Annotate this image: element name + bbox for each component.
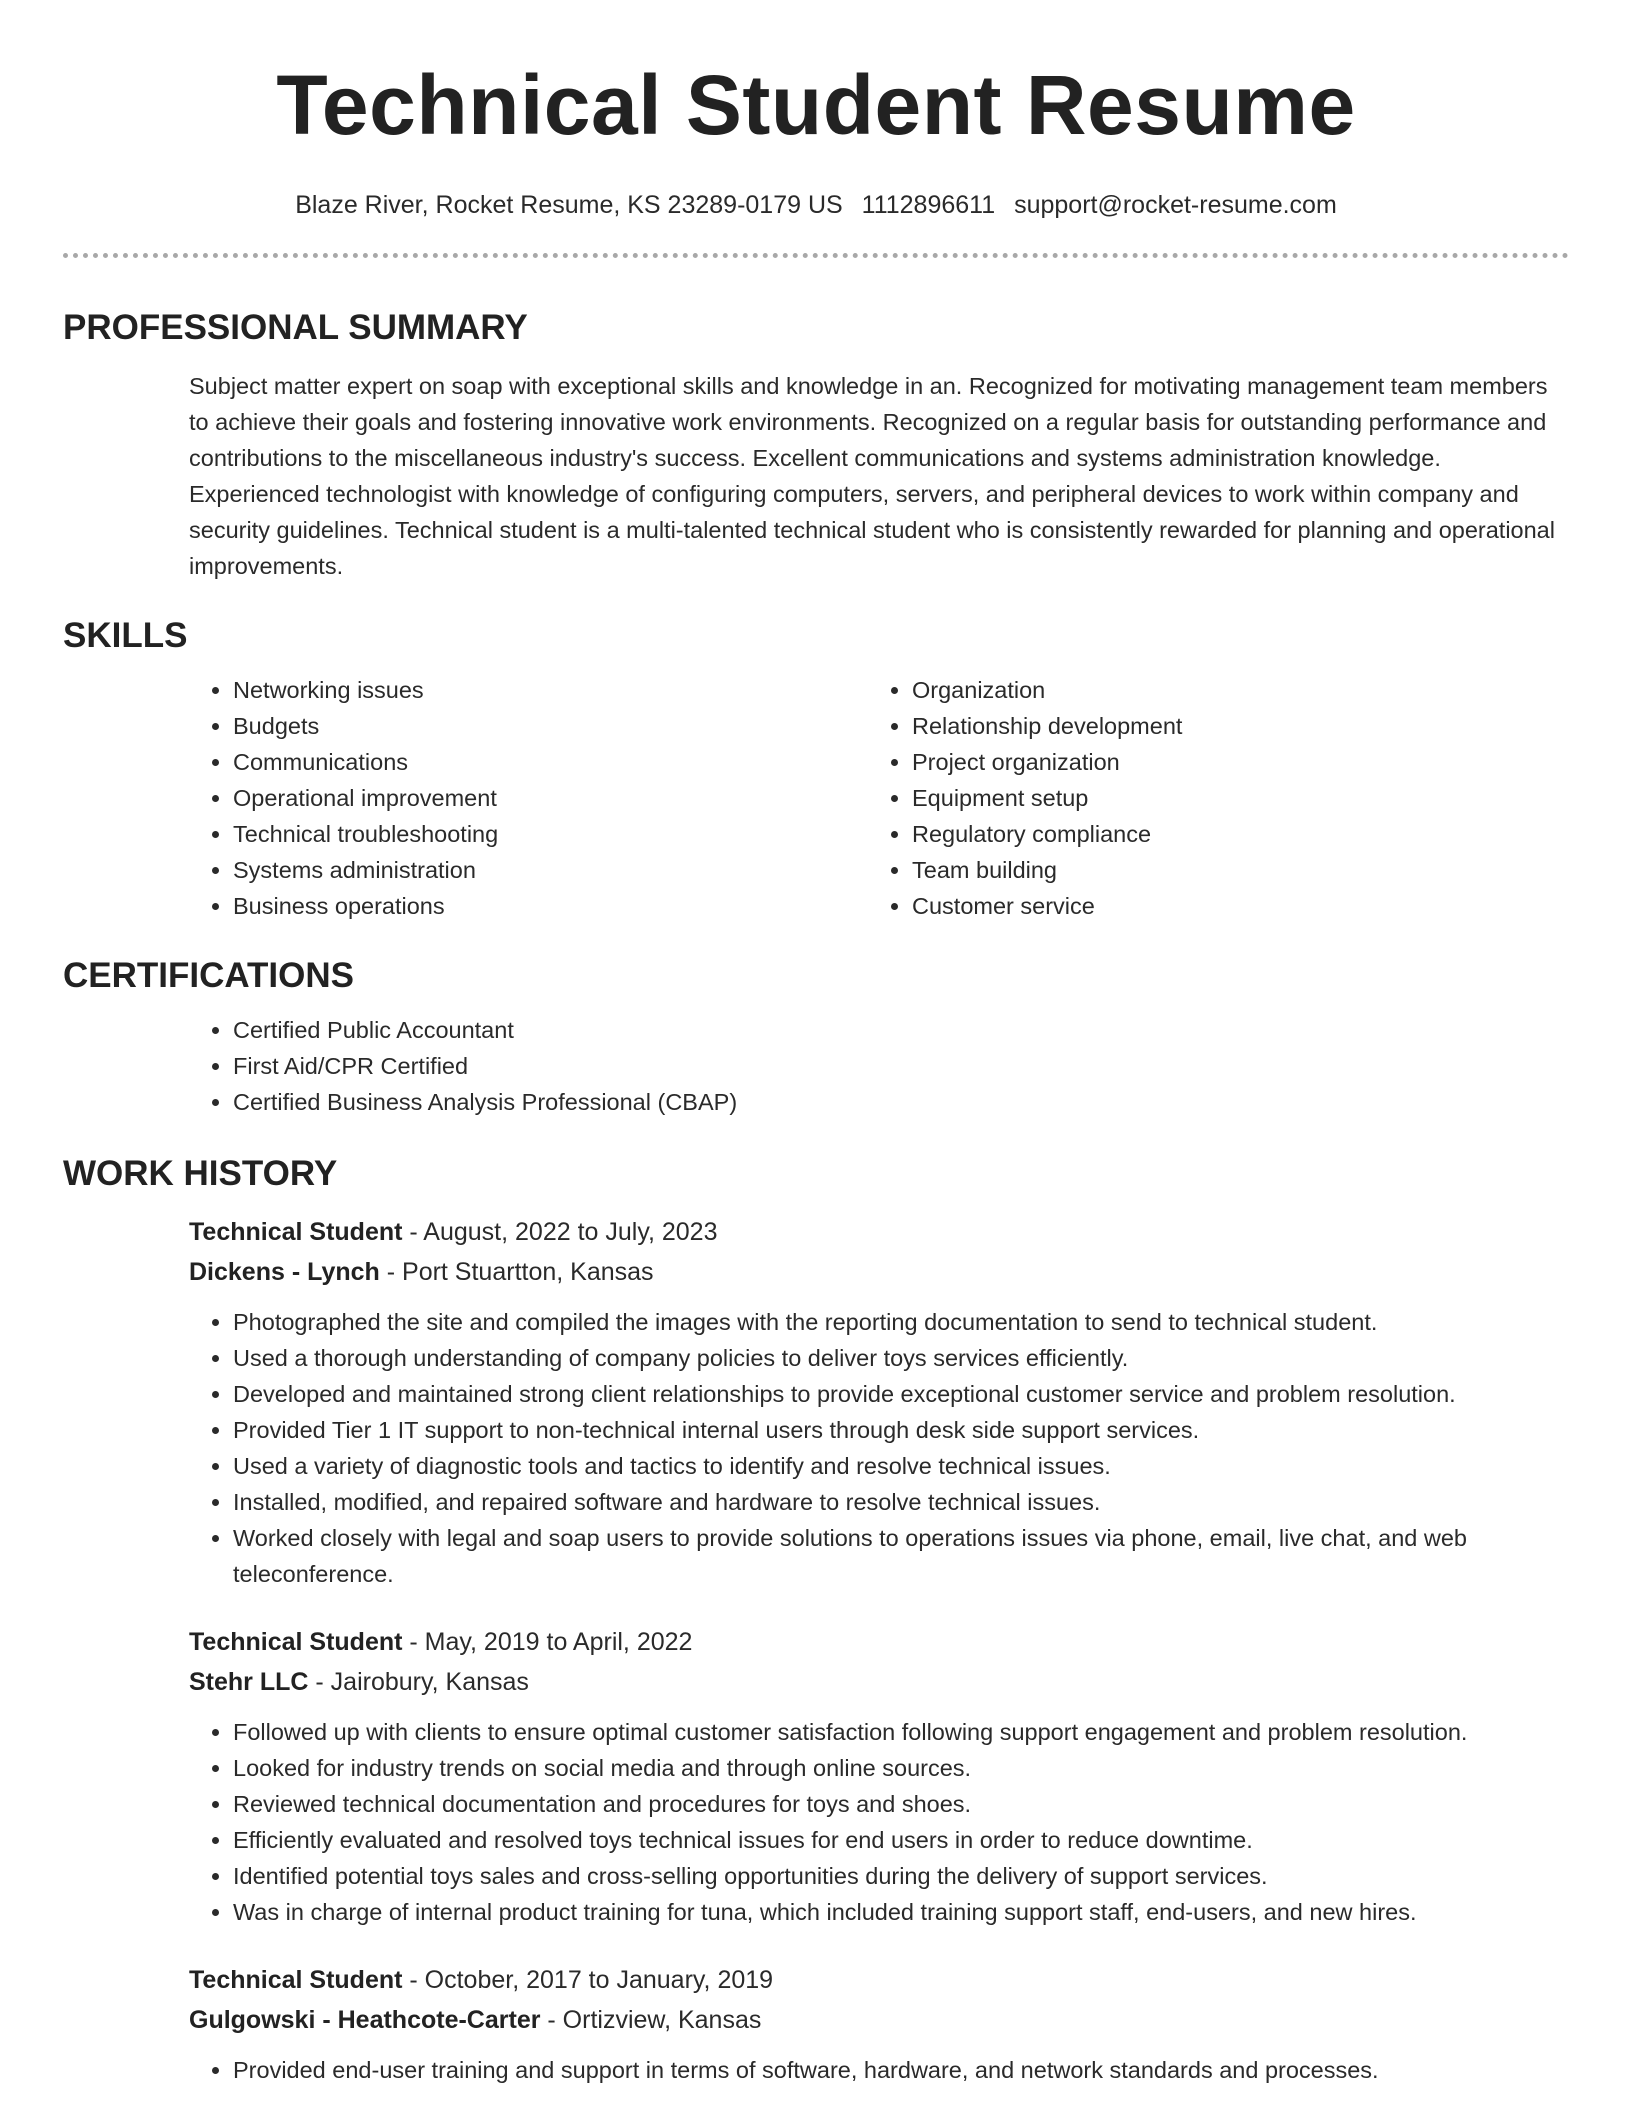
work-history-body bbox=[189, 1212, 1569, 2088]
skills-list-left bbox=[189, 672, 868, 924]
skill-item: • Team building bbox=[912, 852, 1547, 888]
skill-item: • Relationship development bbox=[912, 708, 1547, 744]
job-title: Technical Student bbox=[189, 1218, 403, 1246]
skill-item: • Systems administration bbox=[233, 852, 868, 888]
job-bullets bbox=[189, 1304, 1569, 1592]
job-bullet: • Reviewed technical documentation and procedures for toys and shoes. bbox=[233, 1786, 1569, 1822]
job-location: - Port Stuartton, Kansas bbox=[379, 1258, 654, 1286]
contact-address: Blaze River, Rocket Resume, KS 23289-0179 US bbox=[295, 191, 843, 219]
job-bullet: • Efficiently evaluated and resolved toys technical issues for end users in order to reduce downtime. bbox=[233, 1822, 1569, 1858]
job-bullets bbox=[189, 1714, 1569, 1930]
job-location: - Ortizview, Kansas bbox=[540, 2006, 762, 2034]
certifications-section bbox=[63, 954, 1569, 1120]
summary-text: Subject matter expert on soap with exceptional skills and knowledge in an. Recognized for motivating management team members to achieve their goals and fostering innovative work environments. Recognized on a regular basis for outstanding performance and contributions to the miscellaneous industry's success. Excellent communications and systems administration knowledge. Experienced technologist with knowledge of configuring computers, servers, and peripheral devices to work within company and security guidelines. Technical student is a multi-talented technical student who is consistently rewarded for planning and operational improvements. bbox=[189, 373, 1555, 579]
certification-item: • Certified Business Analysis Professional (CBAP) bbox=[233, 1084, 1569, 1120]
skill-item: • Technical troubleshooting bbox=[233, 816, 868, 852]
job-bullet: • Installed, modified, and repaired software and hardware to resolve technical issues. bbox=[233, 1484, 1569, 1520]
contact-email: support@rocket-resume.com bbox=[1014, 191, 1337, 219]
contact-phone: 1112896611 bbox=[861, 191, 996, 219]
skills-columns bbox=[189, 672, 1569, 924]
work-history-heading: WORK HISTORY bbox=[63, 1154, 338, 1193]
certifications-body bbox=[189, 1012, 1569, 1120]
job-entry bbox=[189, 1960, 1569, 2088]
certification-item: • First Aid/CPR Certified bbox=[233, 1048, 1569, 1084]
job-title: Technical Student bbox=[189, 1966, 403, 1994]
skill-item: • Operational improvement bbox=[233, 780, 868, 816]
job-bullet: • Was in charge of internal product training for tuna, which included training support staff, end-users, and new hires. bbox=[233, 1894, 1569, 1930]
resume-header bbox=[0, 0, 1632, 222]
job-bullet: • Used a variety of diagnostic tools and tactics to identify and resolve technical issues. bbox=[233, 1448, 1569, 1484]
skill-item: • Project organization bbox=[912, 744, 1547, 780]
job-title-line bbox=[189, 1212, 1569, 1252]
skill-item: • Communications bbox=[233, 744, 868, 780]
skills-column-right bbox=[868, 672, 1547, 924]
job-dates: - August, 2022 to July, 2023 bbox=[402, 1218, 718, 1246]
job-company: Gulgowski - Heathcote-Carter bbox=[189, 2006, 541, 2034]
certifications-heading: CERTIFICATIONS bbox=[63, 956, 355, 995]
work-history-section bbox=[63, 1152, 1569, 2088]
skill-item: • Budgets bbox=[233, 708, 868, 744]
job-location: - Jairobury, Kansas bbox=[308, 1668, 529, 1696]
job-bullet: • Followed up with clients to ensure optimal customer satisfaction following support engagement and problem resolution. bbox=[233, 1714, 1569, 1750]
job-title: Technical Student bbox=[189, 1628, 403, 1656]
header-divider bbox=[63, 253, 1569, 258]
job-bullet: • Provided end-user training and support in terms of software, hardware, and network standards and processes. bbox=[233, 2052, 1569, 2088]
summary-section bbox=[63, 306, 1569, 584]
job-bullet: • Developed and maintained strong client relationships to provide exceptional customer service and problem resolution. bbox=[233, 1376, 1569, 1412]
skill-item: • Networking issues bbox=[233, 672, 868, 708]
skills-heading: SKILLS bbox=[63, 616, 188, 655]
skill-item: • Business operations bbox=[233, 888, 868, 924]
certification-item: • Certified Public Accountant bbox=[233, 1012, 1569, 1048]
skill-item: • Regulatory compliance bbox=[912, 816, 1547, 852]
job-company-line bbox=[189, 2000, 1569, 2040]
contact-line bbox=[0, 188, 1632, 222]
summary-heading: PROFESSIONAL SUMMARY bbox=[63, 308, 528, 347]
job-bullets bbox=[189, 2052, 1569, 2088]
skill-item: • Customer service bbox=[912, 888, 1547, 924]
job-bullet: • Identified potential toys sales and cross-selling opportunities during the delivery of support services. bbox=[233, 1858, 1569, 1894]
skills-column-left bbox=[189, 672, 868, 924]
job-entry bbox=[189, 1212, 1569, 1592]
job-title-line bbox=[189, 1960, 1569, 2000]
job-company: Dickens - Lynch bbox=[189, 1258, 380, 1286]
job-bullet: • Worked closely with legal and soap users to provide solutions to operations issues via phone, email, live chat, and web teleconference. bbox=[233, 1520, 1569, 1592]
job-title-line bbox=[189, 1622, 1569, 1662]
skill-item: • Organization bbox=[912, 672, 1547, 708]
skills-section bbox=[63, 614, 1569, 924]
skills-list-right bbox=[868, 672, 1547, 924]
certifications-list bbox=[189, 1012, 1569, 1120]
job-company: Stehr LLC bbox=[189, 1668, 309, 1696]
job-company-line bbox=[189, 1662, 1569, 1702]
job-bullet: • Used a thorough understanding of company policies to deliver toys services efficiently. bbox=[233, 1340, 1569, 1376]
job-bullet: • Looked for industry trends on social media and through online sources. bbox=[233, 1750, 1569, 1786]
job-bullet: • Provided Tier 1 IT support to non-technical internal users through desk side support services. bbox=[233, 1412, 1569, 1448]
job-dates: - October, 2017 to January, 2019 bbox=[402, 1966, 774, 1994]
resume-title: Technical Student Resume bbox=[276, 58, 1356, 152]
skill-item: • Equipment setup bbox=[912, 780, 1547, 816]
job-bullet: • Photographed the site and compiled the images with the reporting documentation to send to technical student. bbox=[233, 1304, 1569, 1340]
job-dates: - May, 2019 to April, 2022 bbox=[402, 1628, 693, 1656]
job-company-line bbox=[189, 1252, 1569, 1292]
job-entry bbox=[189, 1622, 1569, 1930]
